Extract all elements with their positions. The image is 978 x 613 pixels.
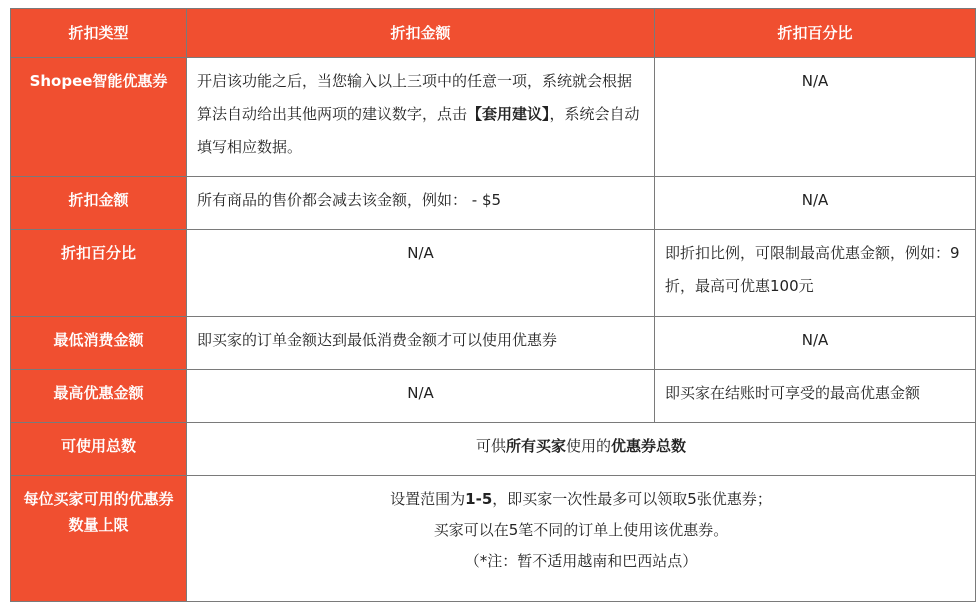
row-label-shopee-smart-coupon: Shopee智能优惠券	[11, 58, 187, 177]
min-spend-amount-cell: 即买家的订单金额达到最低消费金额才可以使用优惠券	[187, 317, 655, 370]
row-label-max-discount: 最高优惠金额	[11, 370, 187, 423]
discount-percent-amount-cell: N/A	[187, 230, 655, 317]
table-row	[11, 58, 976, 177]
per-buyer-range: 1-5	[465, 490, 493, 508]
header-discount-percent: 折扣百分比	[655, 9, 976, 58]
row-label-min-spend: 最低消费金额	[11, 317, 187, 370]
discount-amount-percent-cell: N/A	[655, 177, 976, 230]
shopee-amount-text: 开启该功能之后，当您输入以上三项中的任意一项，系统就会根据算法自动给出其他两项的建议数字，点击	[197, 72, 633, 123]
table-row	[11, 476, 976, 602]
discount-amount-cell: 所有商品的售价都会减去该金额，例如： - $5	[187, 177, 655, 230]
per-buyer-line-1-text: 设置范围为	[390, 490, 466, 508]
header-discount-type: 折扣类型	[11, 9, 187, 58]
usage-total-cell	[187, 423, 976, 476]
per-buyer-line-2: 买家可以在5笔不同的订单上使用该优惠券。	[433, 521, 729, 539]
min-spend-percent-cell: N/A	[655, 317, 976, 370]
usage-total-text-1: 可供	[475, 437, 506, 455]
apply-suggestion-label: 【套用建议】	[467, 105, 550, 123]
per-buyer-limit-cell	[187, 476, 976, 602]
usage-total-text-2: 使用的	[566, 437, 612, 455]
header-discount-amount: 折扣金额	[187, 9, 655, 58]
row-label-discount-amount: 折扣金额	[11, 177, 187, 230]
max-discount-amount-cell: N/A	[187, 370, 655, 423]
table-row	[11, 423, 976, 476]
table-row	[11, 370, 976, 423]
header-row	[11, 9, 976, 58]
shopee-amount-text-tail: ，系统会自动填写相应数据。	[197, 105, 640, 156]
usage-total-bold-2: 优惠券总数	[611, 437, 687, 455]
row-label-discount-percent: 折扣百分比	[11, 230, 187, 317]
table-row	[11, 317, 976, 370]
table-row	[11, 177, 976, 230]
shopee-percent-cell: N/A	[655, 58, 976, 177]
discount-percent-cell: 即折扣比例，可限制最高优惠金额，例如：9折，最高可优惠100元	[655, 230, 976, 317]
row-label-usage-total: 可使用总数	[11, 423, 187, 476]
row-label-per-buyer-limit: 每位买家可用的优惠券数量上限	[11, 476, 187, 602]
per-buyer-line-1-tail: ，即买家一次性最多可以领取5张优惠券；	[492, 490, 772, 508]
per-buyer-line-1	[197, 484, 965, 515]
table-row	[11, 230, 976, 317]
coupon-settings-table	[10, 8, 976, 602]
usage-total-bold-1: 所有买家	[505, 437, 566, 455]
max-discount-percent-cell: 即买家在结账时可享受的最高优惠金额	[655, 370, 976, 423]
shopee-amount-cell	[187, 58, 655, 177]
per-buyer-note: （*注：暂不适用越南和巴西站点）	[464, 552, 698, 570]
